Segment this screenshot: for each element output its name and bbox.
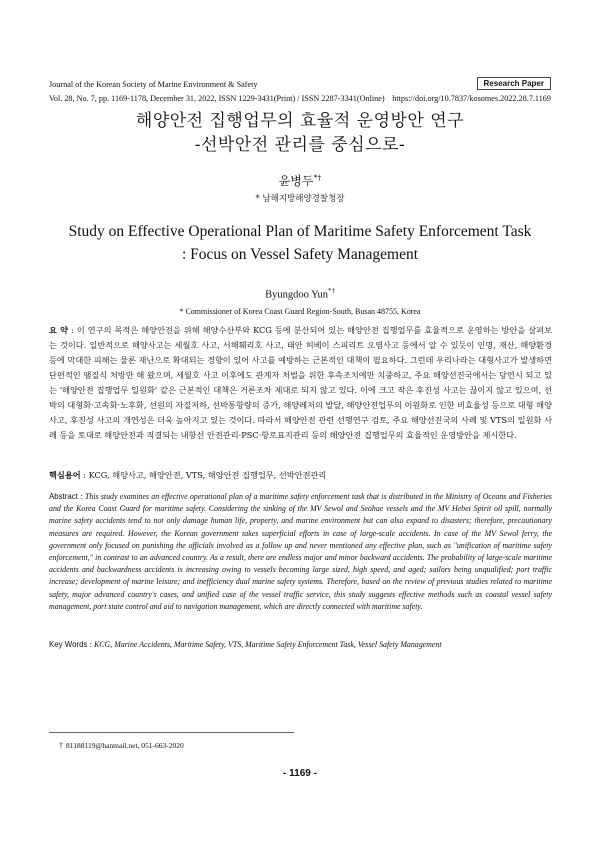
english-affiliation: * Commissioner of Korea Coast Guard Region-South, Busan 48755, Korea xyxy=(179,307,421,316)
footnote-divider xyxy=(49,732,294,733)
english-title-line2: : Focus on Vessel Safety Management xyxy=(181,246,419,263)
english-keywords-text: : KCG, Marine Accidents, Maritime Safety, VTS, Maritime Safety Enforcement Task, Vessel Safety Management xyxy=(87,640,442,649)
english-title-line1: Study on Effective Operational Plan of Maritime Safety Enforcement Task xyxy=(68,223,532,240)
english-keywords xyxy=(49,640,552,649)
corresponding-footnote xyxy=(59,741,184,750)
english-author-mark: *† xyxy=(328,288,335,295)
page-number: - 1169 - xyxy=(283,768,317,779)
journal-name: Journal of the Korean Society of Marine Environment & Safety xyxy=(49,80,258,89)
korean-author-name: 윤병두 xyxy=(278,174,314,188)
footnote-mark: † xyxy=(59,741,63,750)
korean-title-line2: -선박안전 관리를 중심으로- xyxy=(194,135,406,155)
doi-link[interactable]: https://doi.org/10.7837/kosomes.2022.28.7.1169 xyxy=(392,94,551,103)
korean-keywords xyxy=(49,470,552,481)
english-author xyxy=(0,288,600,301)
korean-author-mark: *† xyxy=(313,173,322,182)
korean-title-line1: 해양안전 집행업무의 효율적 운영방안 연구 xyxy=(135,111,465,131)
korean-abstract xyxy=(49,323,552,443)
korean-affiliation: * 남해지방해양경찰청장 xyxy=(255,194,345,204)
english-keywords-label: Key Words xyxy=(49,640,88,649)
english-abstract xyxy=(49,491,552,613)
footnote-text: 81188119@hanmail.net, 051-663-2020 xyxy=(66,741,184,750)
english-author-name: Byungdoo Yun xyxy=(265,289,329,301)
volume-info: Vol. 28, No. 7, pp. 1169-1178, December 31, 2022, ISSN 1229-3431(Print) / ISSN 2287-3341(Online) xyxy=(49,94,385,103)
article-type-badge: Research Paper xyxy=(477,77,551,90)
korean-keywords-label: 핵심용어 xyxy=(49,470,81,480)
korean-abstract-text: : 이 연구의 목적은 해양안전을 위해 해양수산부와 KCG 등에 분산되어 있는 해양안전 집행업무를 효율적으로 운영하는 방안을 살펴보는 것이다. 일반적으로 해양사고는 세월호 사고, 서해훼리호 사고, 태안 허베이 스피리트 오염사고 등에서 알 수 있듯이 인명, 재산, 해양환경 등에 막대한 피해는 물론 재난으로 확대되는 경향이 있어 사고를 예방하는 근본적인 대책이 필요하다. 그런데 우리나라는 대형사고가 발생하면 단편적인 땜질식 처방만 해 왔으며, 세월호 사고 이후에도 관계자 처벌을 위한 후속조치에만 치중하고, 주요 해양선진국에서는 당연시 되고 있는 '해양안전 집행업무 일원화' 같은 근본적인 대책은 거론조차 제대로 되지 않고 있다. 이에 크고 작은 후진성 사고는 끊이지 않고 있으며, 선박의 대형화·고속화·노후화, 선원의 자질저하, 선박통항량의 증가, 해양레저의 발달, 해양안전업무의 이원화로 인한 비효율성 등으로 대형 해양사고, 후진성 사고의 개연성은 더욱 높아지고 있는 것이다. 따라서 해양안전 관련 선행연구 검토, 주요 해양선진국의 사례 및 VTS의 일원화 사례 등을 토대로 해양안전과 직결되는 내항선 안전관리·PSC·항로표지관리 등의 해양안전 집행업무의 효율적인 운영방안을 제시한다. xyxy=(49,325,552,440)
english-abstract-text: : This study examines an effective operational plan of a maritime safety enforcement task that is distributed in the Ministry of Oceans and Fisheries and the Korea Coast Guard for maritime safety. Considering the sinking of the MV Sewol and Seohae vessels and the MV Hebei Spirit oil spill, normally marine safety accidents tend to not only damage human life, property, and marine environment but can also expand to disasters; therefore, precautionary measures are required. However, the Korean government takes superficial efforts in case of large-scale accidents. In case of the MV Sewol ferry, the government only focused on punishing the officials involved as a follow up and never mentioned any effective plan, such as "unification of maritime safety enforcement," in contrast to an advanced country. As a result, there are endless major and minor backward accidents. The probability of large-scale maritime accidents and backwardness accidents is increasing owing to vessels becoming large sized, high speed, and aged; sailors being unqualified; port traffic increase; development of marine leisure; and inefficiency dual marine safety systems. Therefore, based on the review of previous studies related to maritime safety, major advanced country's cases, and unified case of the vessel traffic service, this study suggests effective methods such as coastal vessel safety management, port state control and aid to navigation management, which are directly connected with maritime safety. xyxy=(49,492,552,611)
korean-abstract-label: 요 약 xyxy=(49,325,69,335)
english-abstract-label: Abstract xyxy=(49,492,78,501)
korean-keywords-text: : KCG, 해양사고, 해양안전, VTS, 해양안전 집행업무, 선박안전관리 xyxy=(80,470,327,480)
korean-author xyxy=(0,172,600,189)
